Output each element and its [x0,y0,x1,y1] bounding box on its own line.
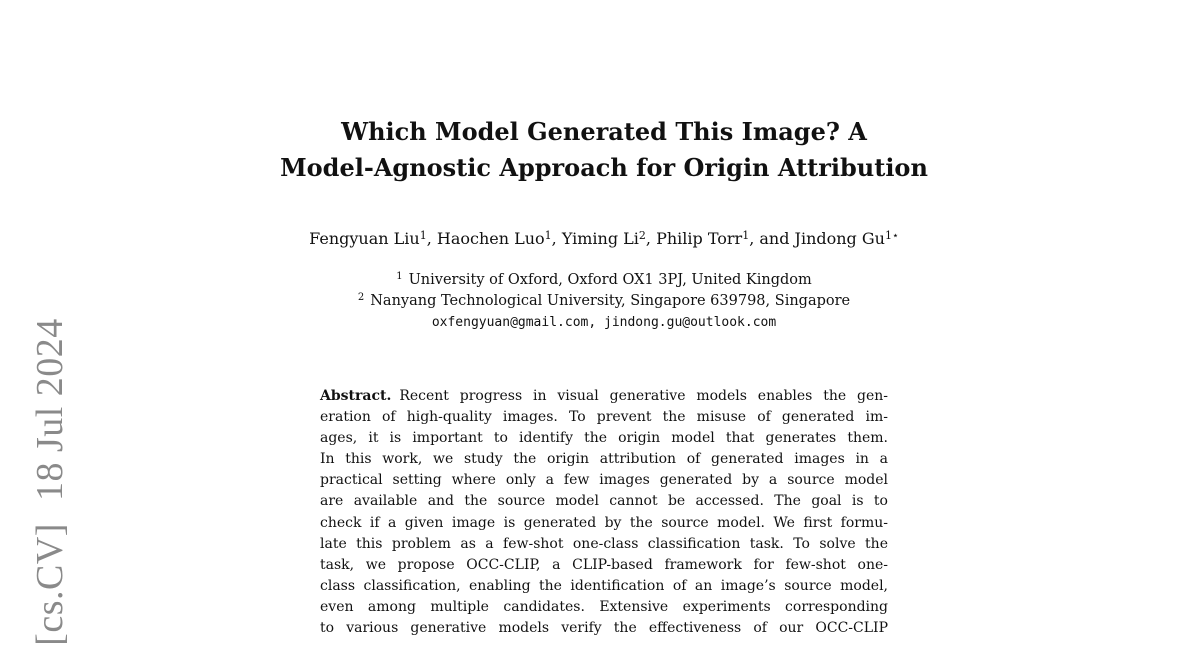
author-separator: , [645,229,657,248]
abstract-line: practical setting where only a few images generated by a source model [320,472,888,489]
title-line-1: Which Model Generated This Image? A [341,117,867,146]
affiliation-text: University of Oxford, Oxford OX1 3PJ, United Kingdom [408,272,812,288]
author-name: Haochen Luo [436,229,545,248]
abstract-line: late this problem as a few-shot one-class classification task. To solve the [320,535,888,552]
abstract-line: class classification, enabling the identification of an image’s source model, [320,577,888,594]
abstract-line: In this work, we study the origin attribution of generated images in a [320,451,888,468]
author-separator: , [551,229,562,248]
affiliation-line [0,270,1200,291]
abstract-line: even among multiple candidates. Extensive experiments corresponding [320,598,888,615]
author-name: Fengyuan Liu [309,229,420,248]
author-name: Yiming Li [561,229,639,248]
abstract-line: eration of high-quality images. To prevent the misuse of generated im- [320,409,888,426]
abstract-line: are available and the source model cannot be accessed. The goal is to [320,493,888,510]
affiliation-mark: 2 [357,292,365,303]
abstract [320,386,888,639]
author-affiliation-mark: 1 [419,229,427,242]
abstract-line: check if a given image is generated by the source model. We first formu- [320,514,888,531]
paper-title [0,114,1200,186]
author-affiliation-mark: 1 [544,229,552,242]
author-separator: , [426,229,437,248]
abstract-line: task, we propose OCC-CLIP, a CLIP-based framework for few-shot one- [320,556,888,573]
arxiv-category: [cs.CV] [29,523,71,646]
affiliation-mark: 1 [396,271,403,282]
abstract-line-text: Recent progress in visual generative models enables the gen- [399,388,888,404]
abstract-line [320,386,888,407]
abstract-line: to various generative models verify the effectiveness of our OCC-CLIP [320,620,888,637]
affiliation-text: Nanyang Technological University, Singapore 639798, Singapore [370,293,851,309]
author-name: Philip Torr [656,229,743,248]
abstract-heading: Abstract. [320,388,392,404]
author-list [0,228,1200,250]
affiliation-line [0,291,1200,312]
author-affiliation-mark: 1⋆ [884,229,899,242]
arxiv-side-stamp [28,318,72,646]
author-emails: oxfengyuan@gmail.com, jindong.gu@outlook.com [431,315,777,330]
abstract-line: ages, it is important to identify the origin model that generates them. [320,430,888,447]
affiliations [0,270,1200,334]
author-name: Jindong Gu [794,229,885,248]
author-separator: , and [749,229,795,248]
title-line-2: Model-Agnostic Approach for Origin Attribution [280,153,928,182]
author-affiliation-mark: 2 [638,229,646,242]
arxiv-date: 18 Jul 2024 [29,318,71,502]
author-affiliation-mark: 1 [742,229,750,242]
